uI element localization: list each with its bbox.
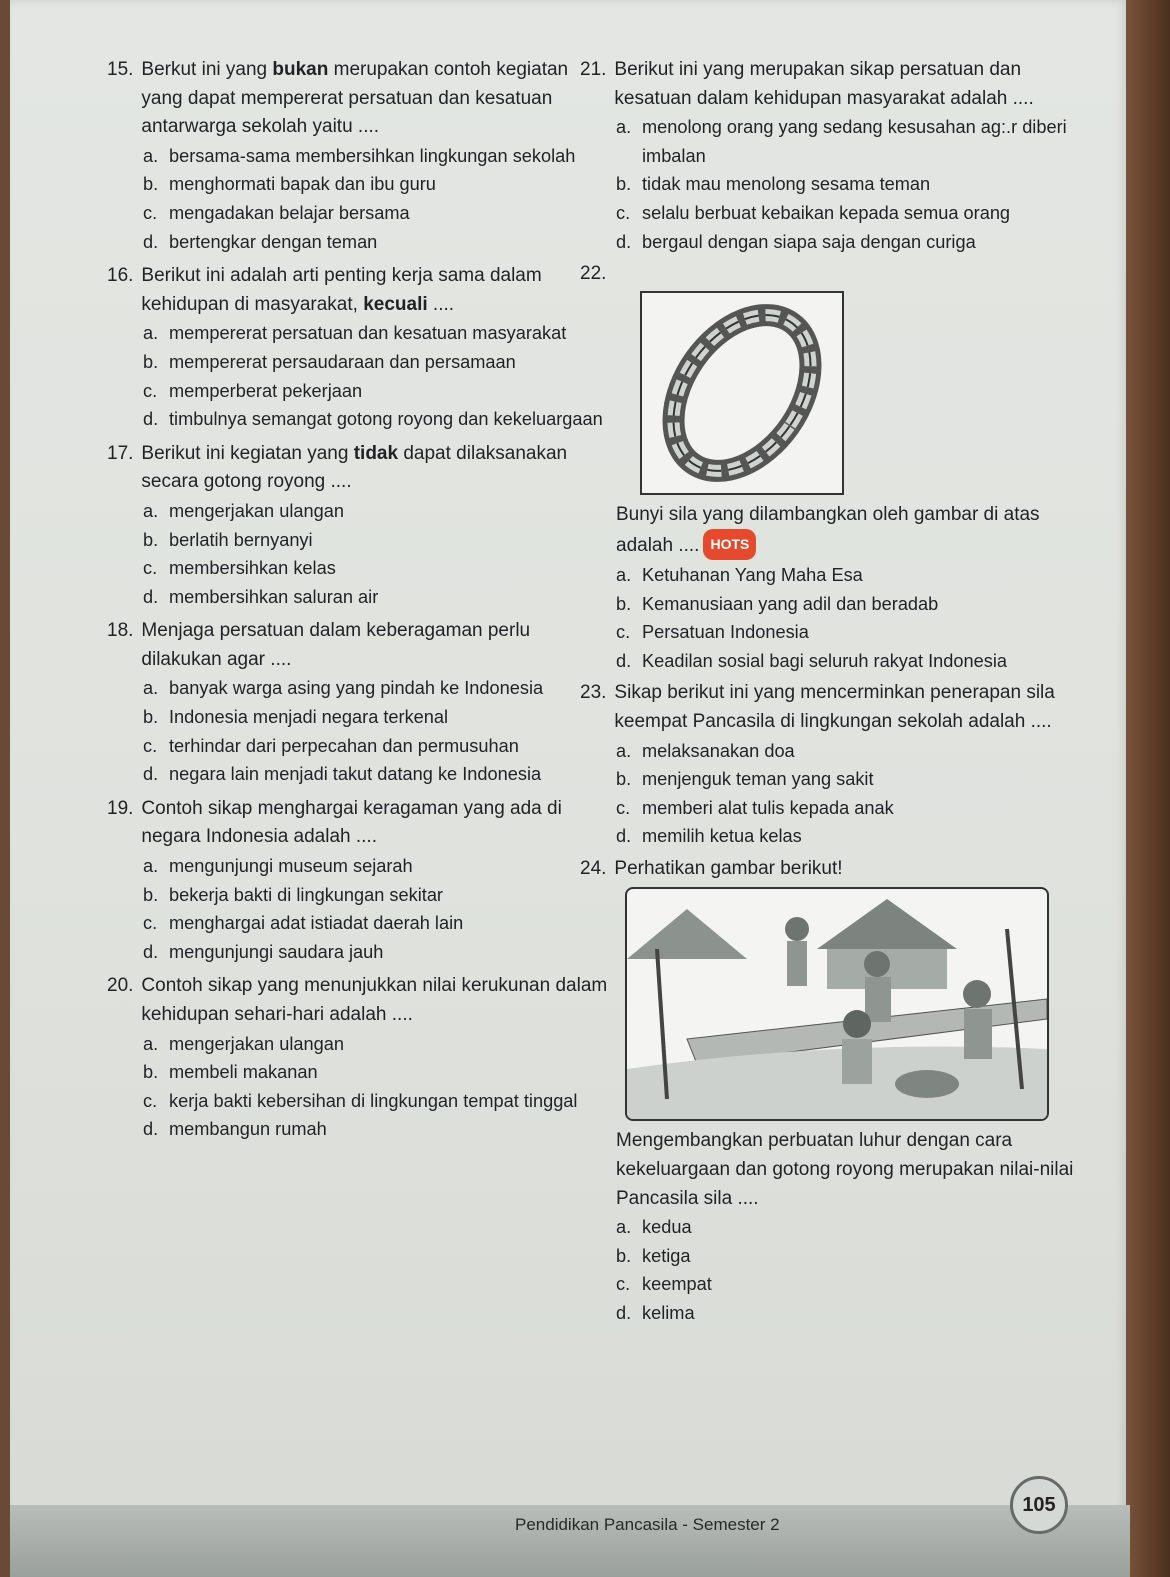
question-stem (141, 617, 612, 674)
left-column (107, 56, 612, 1144)
question-17 (107, 440, 612, 612)
option-text: ketiga (642, 1245, 691, 1266)
option-text: selalu berbuat kebaikan kepada semua orang (642, 202, 1011, 223)
option-letter: a. (143, 500, 159, 521)
answer-option (580, 794, 1080, 823)
option-text: tidak mau menolong sesama teman (642, 174, 931, 195)
stem-text: .... (427, 293, 455, 315)
option-text: mempererat persaudaraan dan persamaan (169, 351, 516, 372)
option-letter: a. (616, 117, 632, 138)
question-19 (107, 795, 612, 967)
option-letter: c. (616, 622, 631, 643)
question-18 (107, 617, 612, 789)
option-letter: d. (616, 826, 632, 847)
question-number: 16. (107, 265, 134, 287)
answer-option (107, 554, 612, 583)
option-text: negara lain menjadi takut datang ke Indonesia (169, 764, 542, 785)
answer-option (107, 881, 612, 910)
option-text: berlatih bernyanyi (169, 529, 313, 550)
question-15 (107, 56, 612, 256)
option-letter: d. (143, 941, 159, 962)
answer-option (580, 1242, 1080, 1271)
answer-option (107, 938, 612, 967)
answer-option (580, 170, 1080, 199)
answer-option (580, 228, 1080, 257)
question-24 (580, 855, 1080, 1328)
question-stem (141, 795, 612, 852)
option-letter: c. (143, 380, 158, 401)
right-column (580, 56, 1080, 1328)
stem-text: dapat dilaksanakan secara gotong royong .... (141, 442, 568, 493)
answer-option (580, 561, 1080, 590)
answer-option (580, 1299, 1080, 1328)
question-number: 15. (107, 59, 134, 80)
option-letter: b. (143, 351, 159, 372)
question-number: 20. (107, 975, 134, 997)
question-number: 23. (580, 682, 607, 704)
question-number: 19. (107, 797, 134, 819)
option-text: kedua (642, 1217, 692, 1238)
option-text: kerja bakti kebersihan di lingkungan tempat tinggal (169, 1090, 578, 1111)
answer-option (107, 583, 612, 612)
option-letter: a. (143, 856, 159, 877)
option-letter: a. (616, 564, 632, 585)
answer-option (107, 377, 612, 406)
answer-option (107, 142, 612, 171)
option-letter: c. (143, 1090, 158, 1111)
option-letter: c. (616, 202, 631, 223)
question-stem-row (107, 56, 612, 142)
option-text: bergaul dengan siapa saja dengan curiga (642, 231, 976, 252)
option-text: Keadilan sosial bagi seluruh rakyat Indonesia (642, 650, 1007, 671)
question-16 (107, 262, 612, 434)
option-letter: d. (143, 764, 159, 785)
answer-option (580, 765, 1080, 794)
option-letter: b. (616, 174, 632, 195)
option-letter: c. (143, 913, 158, 934)
option-text: memilih ketua kelas (642, 826, 802, 847)
option-text: keempat (642, 1274, 712, 1295)
option-text: membeli makanan (169, 1062, 318, 1083)
answer-option (580, 822, 1080, 851)
question-stem (141, 972, 612, 1029)
answer-option (107, 1058, 612, 1087)
question-number: 17. (107, 442, 134, 464)
question-stem-row (107, 972, 612, 1029)
option-text: bekerja bakti di lingkungan sekitar (169, 884, 443, 905)
answer-option (580, 199, 1080, 228)
option-letter: d. (143, 586, 159, 607)
option-text: Indonesia menjadi negara terkenal (169, 707, 449, 728)
answer-option (580, 1270, 1080, 1299)
question-stem-row (107, 617, 612, 674)
answer-option (107, 526, 612, 555)
question-stem: Sikap berikut ini yang mencerminkan penerapan sila keempat Pancasila di lingkungan sekolah adalah .... (614, 682, 1055, 732)
question-stem-row (107, 440, 612, 497)
option-text: menjenguk teman yang sakit (642, 769, 874, 790)
option-letter: a. (616, 740, 632, 761)
question-number: 21. (580, 59, 607, 80)
emphasis-word: kecuali (363, 293, 428, 315)
option-letter: d. (143, 1119, 159, 1140)
option-text: membersihkan saluran air (169, 586, 379, 607)
answer-option (107, 1087, 612, 1116)
option-letter: b. (143, 884, 159, 905)
option-letter: c. (616, 797, 631, 818)
option-letter: c. (143, 202, 158, 223)
option-text: menolong orang yang sedang kesusahan ag:.r diberi imbalan (642, 117, 1067, 166)
option-text: kelima (642, 1303, 695, 1324)
option-text: memberi alat tulis kepada anak (642, 797, 894, 818)
answer-option (580, 1213, 1080, 1242)
stem-text: Contoh sikap menghargai keragaman yang ada di negara Indonesia adalah .... (141, 797, 562, 848)
option-letter: d. (616, 650, 632, 671)
emphasis-word: tidak (353, 442, 399, 464)
footer-title: Pendidikan Pancasila - Semester 2 (515, 1515, 780, 1534)
option-text: membersihkan kelas (169, 558, 336, 579)
question-stem (141, 262, 612, 319)
question-22 (580, 260, 1080, 675)
answer-option (107, 852, 612, 881)
answer-option (580, 618, 1080, 647)
answer-option (580, 737, 1080, 766)
question-stem-row (107, 262, 612, 319)
answer-option (107, 703, 612, 732)
stem-text: merupakan contoh kegiatan yang dapat mempererat persatuan dan kesatuan antarwarga sekolah yaitu .... (141, 59, 569, 138)
option-text: timbulnya semangat gotong royong dan kekeluargaan (169, 409, 603, 430)
answer-option (107, 732, 612, 761)
option-text: mengunjungi saudara jauh (169, 941, 384, 962)
option-text: mengadakan belajar bersama (169, 202, 410, 223)
option-letter: b. (143, 174, 159, 195)
question-stem: Berikut ini yang merupakan sikap persatuan dan kesatuan dalam kehidupan masyarakat adalah .... (614, 59, 1034, 109)
question-stem (141, 56, 612, 142)
question-stem: Mengembangkan perbuatan luhur dengan cara kekeluargaan dan gotong royong merupakan nilai-nilai Pancasila sila .... (616, 1130, 1074, 1209)
option-letter: b. (143, 1062, 159, 1083)
question-number: 18. (107, 620, 134, 642)
option-text: Persatuan Indonesia (642, 622, 809, 643)
question-20 (107, 972, 612, 1144)
option-letter: d. (616, 231, 632, 252)
answer-option (107, 405, 612, 434)
option-letter: a. (143, 323, 159, 344)
chain-wreath-image (640, 291, 844, 495)
gotong-royong-scene-image (625, 887, 1049, 1121)
option-text: memperberat pekerjaan (169, 380, 363, 401)
stem-text: Berikut ini adalah arti penting kerja sama dalam kehidupan di masyarakat, (141, 265, 542, 315)
option-text: mengerjakan ulangan (169, 500, 344, 521)
option-letter: a. (143, 678, 159, 699)
option-text: Ketuhanan Yang Maha Esa (642, 564, 863, 585)
option-text: membangun rumah (169, 1119, 327, 1140)
option-letter: b. (143, 707, 159, 728)
page-number: 105 (1010, 1476, 1068, 1534)
question-stem: Bunyi sila yang dilambangkan oleh gambar di atas adalah .... (616, 503, 1040, 557)
question-stem-row (107, 795, 612, 852)
option-letter: d. (143, 231, 159, 252)
answer-option (107, 228, 612, 257)
option-text: mempererat persatuan dan kesatuan masyarakat (169, 323, 567, 344)
option-text: menghormati bapak dan ibu guru (169, 174, 436, 195)
option-letter: d. (143, 409, 159, 430)
option-letter: d. (616, 1303, 632, 1324)
option-text: banyak warga asing yang pindah ke Indonesia (169, 678, 544, 699)
stem-text: Contoh sikap yang menunjukkan nilai kerukunan dalam kehidupan sehari-hari adalah .... (141, 975, 608, 1025)
option-letter: b. (616, 593, 632, 614)
option-text: melaksanakan doa (642, 740, 795, 761)
question-number: 24. (580, 857, 607, 879)
option-text: Kemanusiaan yang adil dan beradab (642, 593, 939, 614)
stem-text: Berikut ini kegiatan yang (141, 442, 354, 464)
stem-text: Berkut ini yang (141, 59, 273, 80)
stem-text: Menjaga persatuan dalam keberagaman perlu dilakukan agar .... (141, 620, 531, 670)
answer-option (107, 348, 612, 377)
option-letter: a. (143, 145, 159, 166)
question-stem (141, 440, 612, 497)
hots-badge: HOTS (703, 529, 756, 560)
answer-option (580, 590, 1080, 619)
question-21 (580, 56, 1080, 256)
answer-option (107, 1030, 612, 1059)
option-letter: a. (143, 1033, 159, 1054)
answer-option (580, 113, 1080, 170)
option-letter: b. (143, 529, 159, 550)
answer-option (580, 647, 1080, 676)
option-text: mengerjakan ulangan (169, 1033, 344, 1054)
answer-option (107, 497, 612, 526)
option-letter: a. (616, 1217, 632, 1238)
answer-option (107, 674, 612, 703)
question-23 (580, 679, 1080, 851)
answer-option (107, 319, 612, 348)
answer-option (107, 760, 612, 789)
option-letter: c. (143, 735, 158, 756)
emphasis-word: bukan (272, 59, 329, 80)
answer-option (107, 170, 612, 199)
option-text: menghargai adat istiadat daerah lain (169, 913, 464, 934)
question-number: 22. (580, 263, 607, 285)
question-intro: Perhatikan gambar berikut! (614, 857, 843, 879)
option-text: bertengkar dengan teman (169, 231, 378, 252)
answer-option (107, 909, 612, 938)
option-letter: c. (616, 1274, 631, 1295)
option-text: bersama-sama membersihkan lingkungan sekolah (169, 145, 576, 166)
option-text: mengunjungi museum sejarah (169, 856, 413, 877)
option-text: terhindar dari perpecahan dan permusuhan (169, 735, 519, 756)
answer-option (107, 1115, 612, 1144)
answer-option (107, 199, 612, 228)
option-letter: c. (143, 558, 158, 579)
option-letter: b. (616, 1245, 632, 1266)
table-edge (1126, 0, 1170, 1577)
option-letter: b. (616, 769, 632, 790)
